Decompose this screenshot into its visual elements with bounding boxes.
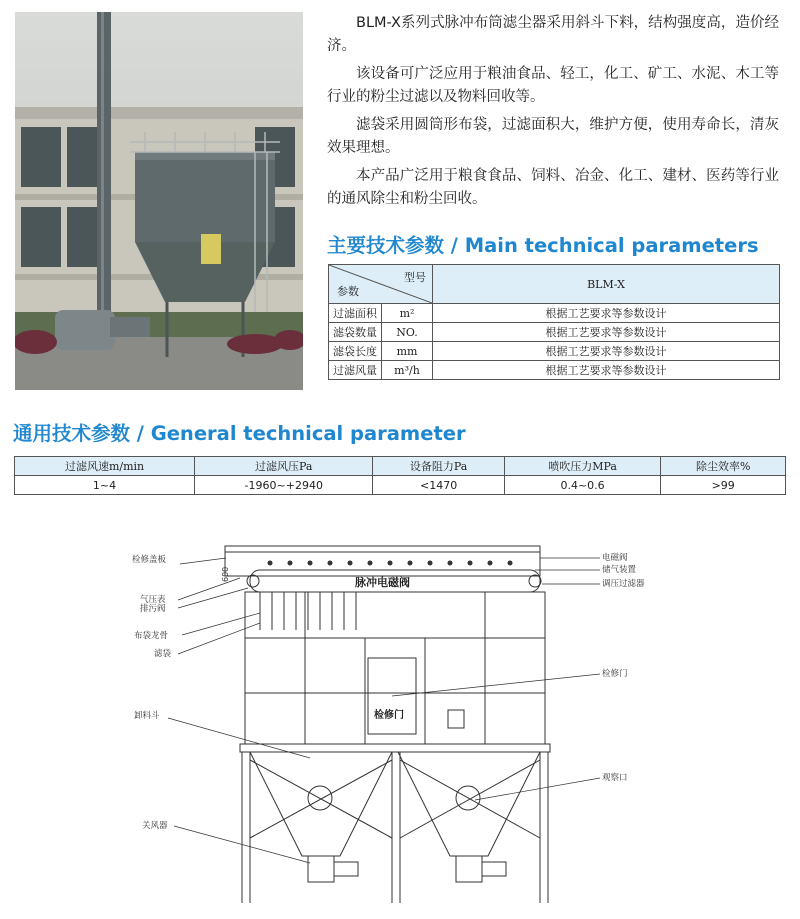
label-solenoid-valve: 电磁阀 <box>602 553 628 563</box>
structure-drawing <box>130 538 660 908</box>
column-header: 喷吹压力MPa <box>504 457 661 476</box>
table-row <box>329 342 780 361</box>
table-row <box>15 476 786 495</box>
label-air-storage: 储气装置 <box>602 565 637 575</box>
label-rotary-valve: 关风器 <box>142 821 168 831</box>
param-unit: NO. <box>382 323 433 342</box>
label-viewing-port: 观察口 <box>602 773 628 783</box>
table-row <box>329 323 780 342</box>
intro-paragraph: 滤袋采用圆筒形布袋，过滤面积大，维护方便，使用寿命长，清灰效果理想。 <box>327 117 779 156</box>
param-value: 根据工艺要求等参数设计 <box>433 323 780 342</box>
header-model-label: 型号 <box>404 271 426 284</box>
table-cell: 1~4 <box>15 476 195 495</box>
table-cell: <1470 <box>373 476 504 495</box>
header-param-label: 参数 <box>337 285 359 298</box>
main-params-table <box>328 264 780 380</box>
table-row <box>329 361 780 380</box>
intro-paragraph: BLM-X系列式脉冲布筒滤尘器采用斜斗下料，结构强度高，造价经济。 <box>327 15 779 54</box>
table-row <box>329 304 780 323</box>
param-value: 根据工艺要求等参数设计 <box>433 304 780 323</box>
param-name: 滤袋数量 <box>329 323 382 342</box>
param-unit: m² <box>382 304 433 323</box>
intro-text <box>327 12 779 216</box>
column-header: 过滤风速m/min <box>15 457 195 476</box>
label-pulse-valve: 脉冲电磁阀 <box>355 576 410 589</box>
label-door: 检修门 <box>374 710 404 721</box>
general-params-table <box>14 456 786 495</box>
table-cell: >99 <box>661 476 786 495</box>
table-header-row <box>329 265 780 304</box>
label-inspection-cover: 检修盖板 <box>132 555 167 565</box>
product-photo <box>15 12 303 390</box>
param-name: 过滤风量 <box>329 361 382 380</box>
main-params-title: 主要技术参数 / Main technical parameters <box>327 234 759 257</box>
label-drain-valve: 排污阀 <box>140 604 166 614</box>
column-header: 过滤风压Pa <box>195 457 373 476</box>
model-cell: BLM-X <box>433 265 780 304</box>
param-value: 根据工艺要求等参数设计 <box>433 342 780 361</box>
param-name: 过滤面积 <box>329 304 382 323</box>
param-name: 滤袋长度 <box>329 342 382 361</box>
diagonal-header-cell <box>329 265 433 304</box>
label-discharge-hopper: 卸料斗 <box>134 711 160 721</box>
column-header: 设备阻力Pa <box>373 457 504 476</box>
label-regulator-filter: 调压过滤器 <box>602 579 645 589</box>
label-pressure-gauge: 气压表 <box>140 595 166 605</box>
table-cell: 0.4~0.6 <box>504 476 661 495</box>
dimension-label: 600 <box>221 566 230 582</box>
column-header: 除尘效率% <box>661 457 786 476</box>
table-header-row <box>15 457 786 476</box>
param-value: 根据工艺要求等参数设计 <box>433 361 780 380</box>
table-cell: -1960~+2940 <box>195 476 373 495</box>
param-unit: m³/h <box>382 361 433 380</box>
param-unit: mm <box>382 342 433 361</box>
label-filter-bag: 滤袋 <box>154 649 172 659</box>
label-access-door: 检修门 <box>602 669 628 679</box>
general-params-title: 通用技术参数 / General technical parameter <box>13 422 466 445</box>
intro-paragraph: 该设备可广泛应用于粮油食品、轻工，化工、矿工、水泥、木工等行业的粉尘过滤以及物料回收等。 <box>327 66 779 105</box>
label-bag-cage: 布袋龙骨 <box>134 631 169 641</box>
intro-paragraph: 本产品广泛用于粮食食品、饲料、冶金、化工、建材、医药等行业的通风除尘和粉尘回收。 <box>327 168 779 207</box>
